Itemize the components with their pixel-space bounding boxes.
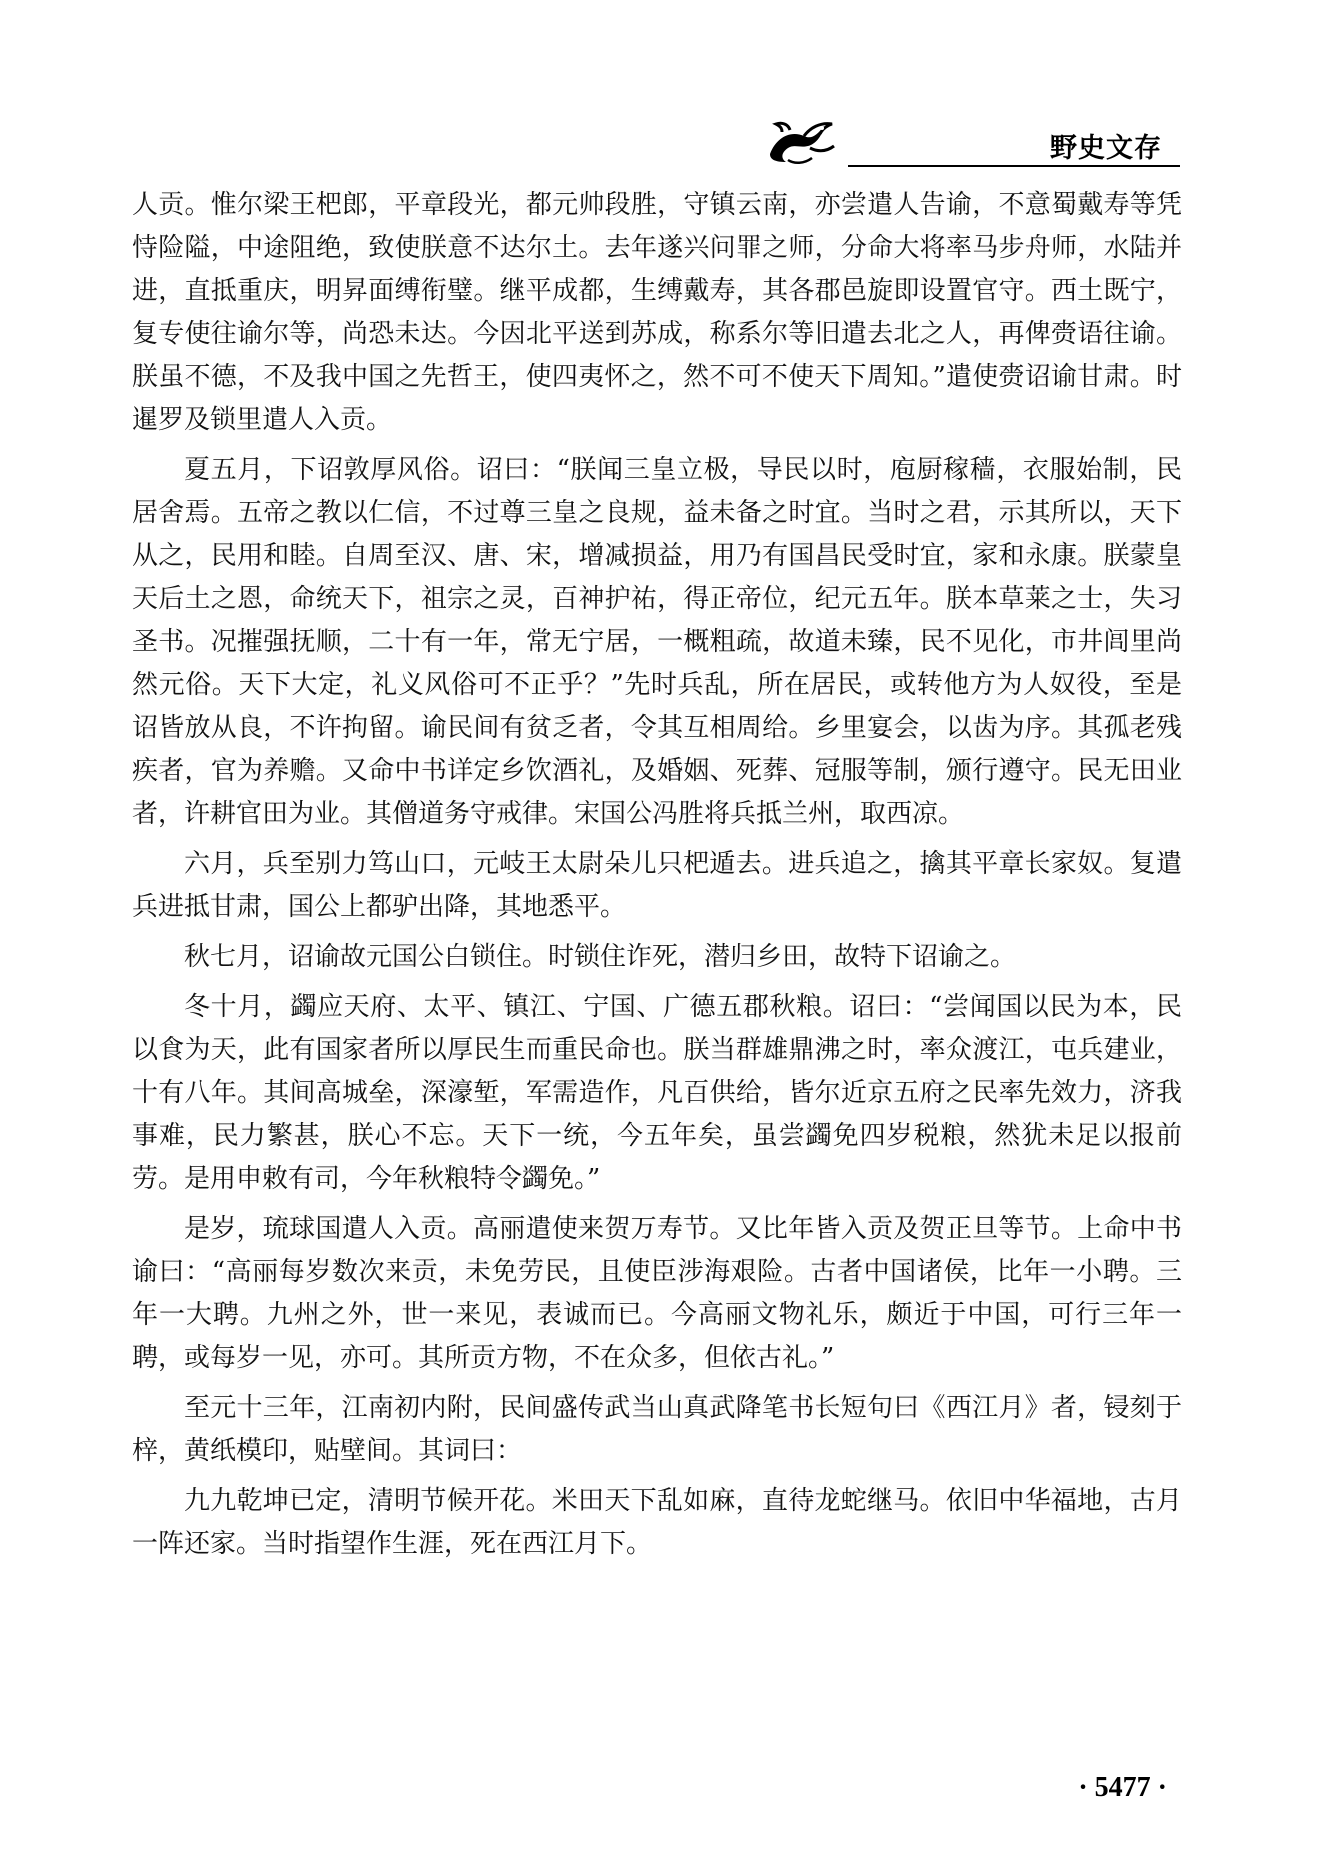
poem-paragraph: 九九乾坤已定，清明节候开花。米田天下乱如麻，直待龙蛇继马。依旧中华福地，古月一阵还家。当时指望作生涯，死在西江月下。 bbox=[132, 1486, 1182, 1559]
paragraph: 人贡。惟尔梁王杷郎，平章段光，都元帅段胜，守镇云南，亦尝遣人告谕，不意蜀戴寿等凭恃险隘，中途阻绝，致使朕意不达尔土。去年遂兴问罪之师，分命大将率马步舟师，水陆并进，直抵重庆，明昇面缚衔璧。继平成都，生缚戴寿，其各郡邑旋即设置官守。西土既宁，复专使往谕尔等，尚恐未达。今因北平送到苏成，称系尔等旧遣去北之人，再俾赍语往谕。朕虽不德，不及我中国之先哲王，使四夷怀之，然不可不使天下周知。”遣使赍诏谕甘肃。时暹罗及锁里遣人入贡。 bbox=[132, 190, 1182, 435]
running-header bbox=[760, 112, 1180, 168]
header-rule bbox=[848, 165, 1180, 167]
paragraph: 夏五月，下诏敦厚风俗。诏曰：“朕闻三皇立极，导民以时，庖厨稼穑，衣服始制，民居舍焉。五帝之教以仁信，不过尊三皇之良规，益未备之时宜。当时之君，示其所以，天下从之，民用和睦。自周至汉、唐、宋，增减损益，用乃有国昌民受时宜，家和永康。朕蒙皇天后土之恩，命统天下，祖宗之灵，百神护祐，得正帝位，纪元五年。朕本草莱之士，失习圣书。况摧强抚顺，二十有一年，常无宁居，一概粗疏，故道未臻，民不见化，市井闾里尚然元俗。天下大定，礼义风俗可不正乎？”先时兵乱，所在居民，或转他方为人奴役，至是诏皆放从良，不许拘留。谕民间有贫乏者，令其互相周给。乡里宴会，以齿为序。其孤老残疾者，官为养赡。又命中书详定乡饮酒礼，及婚姻、死葬、冠服等制，颁行遵守。民无田业者，许耕官田为业。其僧道务守戒律。宋国公冯胜将兵抵兰州，取西凉。 bbox=[132, 455, 1182, 829]
paragraph: 至元十三年，江南初内附，民间盛传武当山真武降笔书长短句曰《西江月》者，锓刻于梓，黄纸模印，贴壁间。其词曰： bbox=[132, 1393, 1182, 1466]
body-text bbox=[132, 184, 1182, 1573]
dragon-icon bbox=[760, 116, 840, 166]
header-title: 野史文存 bbox=[1050, 133, 1162, 164]
paragraph: 秋七月，诏谕故元国公白锁住。时锁住诈死，潜归乡田，故特下诏谕之。 bbox=[184, 942, 1017, 972]
paragraph: 冬十月，蠲应天府、太平、镇江、宁国、广德五郡秋粮。诏曰：“尝闻国以民为本，民以食为天，此有国家者所以厚民生而重民命也。朕当群雄鼎沸之时，率众渡江，屯兵建业，十有八年。其间高城垒，深濠堑，军需造作，凡百供给，皆尔近京五府之民率先效力，济我事难，民力繁甚，朕心不忘。天下一统，今五年矣，虽尝蠲免四岁税粮，然犹未足以报前劳。是用申敕有司，今年秋粮特令蠲免。” bbox=[132, 992, 1182, 1194]
paragraph: 六月，兵至别力笃山口，元岐王太尉朵儿只杷遁去。进兵追之，擒其平章长家奴。复遣兵进抵甘肃，国公上都驴出降，其地悉平。 bbox=[132, 849, 1182, 922]
page-number: · 5477 · bbox=[1078, 1772, 1167, 1803]
paragraph: 是岁，琉球国遣人入贡。高丽遣使来贺万寿节。又比年皆入贡及贺正旦等节。上命中书谕曰：“高丽每岁数次来贡，未免劳民，且使臣涉海艰险。古者中国诸侯，比年一小聘。三年一大聘。九州之外，世一来见，表诚而已。今高丽文物礼乐，颇近于中国，可行三年一聘，或每岁一见，亦可。其所贡方物，不在众多，但依古礼。” bbox=[132, 1214, 1182, 1373]
